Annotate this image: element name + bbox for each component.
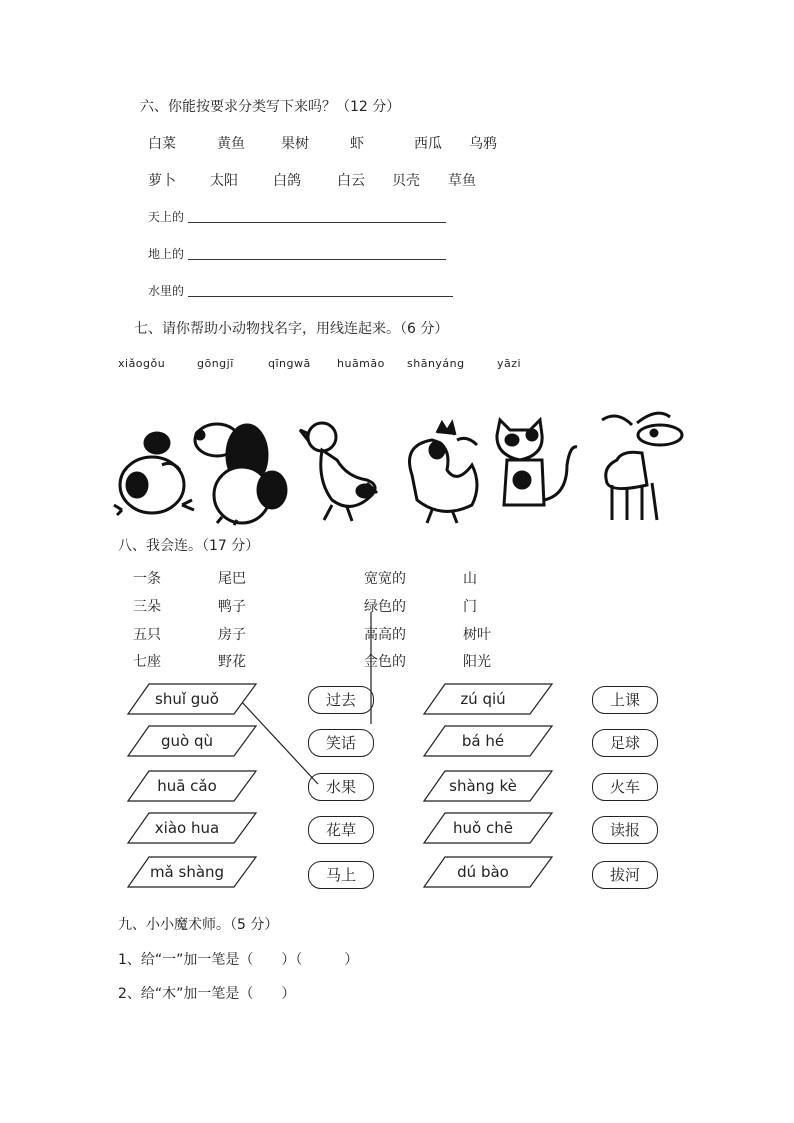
pinyin-card[interactable] (423, 812, 543, 844)
measure-word[interactable]: 一条 (133, 571, 161, 587)
noun-word[interactable]: 野花 (218, 654, 246, 670)
word-oval[interactable]: 上课 (592, 686, 658, 714)
pinyin-text: zú qiú (460, 690, 506, 708)
word-oval[interactable]: 花草 (308, 816, 374, 844)
pinyin-label: gōngjī (197, 357, 234, 370)
word-item: 白鸽 (273, 173, 301, 189)
measure-word[interactable]: 三朵 (133, 599, 161, 615)
word-oval[interactable]: 过去 (308, 686, 374, 714)
word-item: 虾 (350, 136, 364, 152)
word-oval[interactable]: 足球 (592, 729, 658, 757)
pinyin-card[interactable] (127, 770, 247, 802)
section-8-title: 八、我会连。（17 分） (118, 538, 260, 554)
pinyin-text: huā cǎo (157, 777, 217, 795)
pinyin-label: yāzi (497, 357, 522, 370)
word-item: 草鱼 (448, 173, 476, 189)
adjective-word[interactable]: 金色的 (364, 654, 406, 670)
pinyin-card[interactable] (423, 856, 543, 888)
adjective-word[interactable]: 宽宽的 (364, 571, 406, 587)
pinyin-label: huāmāo (337, 357, 385, 370)
word-oval[interactable]: 火车 (592, 773, 658, 801)
word-oval[interactable]: 马上 (308, 861, 374, 889)
word-item: 乌鸦 (469, 136, 497, 152)
noun-word[interactable]: 鸭子 (218, 599, 246, 615)
word-item: 果树 (281, 136, 309, 152)
adjective-word[interactable]: 高高的 (364, 627, 406, 643)
word-oval[interactable]: 笑话 (308, 729, 374, 757)
word-item: 西瓜 (414, 136, 442, 152)
noun-word[interactable]: 尾巴 (218, 571, 246, 587)
pinyin-card[interactable] (127, 856, 247, 888)
measure-word[interactable]: 七座 (133, 654, 161, 670)
pinyin-text: shuǐ guǒ (155, 690, 219, 708)
word-item: 白菜 (148, 136, 176, 152)
noun-word[interactable]: 房子 (218, 627, 246, 643)
noun-word[interactable]: 门 (463, 599, 477, 615)
pinyin-card[interactable] (423, 770, 543, 802)
word-item: 萝卜 (148, 173, 176, 189)
category-label-ground: 地上的 (148, 247, 185, 261)
word-item: 贝壳 (392, 173, 420, 189)
pinyin-card[interactable] (127, 683, 247, 715)
measure-word[interactable]: 五只 (133, 627, 161, 643)
pinyin-text: shàng kè (449, 777, 517, 795)
word-item: 太阳 (210, 173, 238, 189)
pinyin-label: xiǎogǒu (118, 357, 166, 370)
noun-word[interactable]: 山 (463, 571, 477, 587)
pinyin-text: xiào hua (154, 819, 220, 837)
section-7-title: 七、请你帮助小动物找名字，用线连起来。（6 分） (134, 321, 449, 337)
pinyin-card[interactable] (127, 812, 247, 844)
pinyin-label: shānyáng (407, 357, 465, 370)
pinyin-text: dú bào (457, 863, 509, 881)
word-item: 黄鱼 (217, 136, 245, 152)
pinyin-text: huǒ chē (453, 819, 513, 837)
word-oval[interactable]: 读报 (592, 816, 658, 844)
noun-word[interactable]: 阳光 (463, 654, 491, 670)
adjective-word[interactable]: 绿色的 (364, 599, 406, 615)
pinyin-card[interactable] (423, 725, 543, 757)
word-item: 白云 (337, 173, 365, 189)
question-1[interactable]: 1、给“一”加一笔是（ ）（ ） (118, 952, 359, 968)
word-oval[interactable]: 水果 (308, 773, 374, 801)
word-oval[interactable]: 拔河 (592, 861, 658, 889)
section-9-title: 九、小小魔术师。（5 分） (118, 917, 279, 933)
category-label-sky: 天上的 (148, 210, 185, 224)
pinyin-text: guò qù (160, 732, 213, 750)
noun-word[interactable]: 树叶 (463, 627, 491, 643)
pinyin-text: mǎ shàng (149, 863, 225, 881)
pinyin-card[interactable] (423, 683, 543, 715)
pinyin-label: qīngwā (268, 357, 311, 370)
question-2[interactable]: 2、给“木”加一笔是（ ） (118, 986, 296, 1002)
category-label-water: 水里的 (148, 284, 185, 298)
pinyin-card[interactable] (127, 725, 247, 757)
pinyin-text: bá hé (461, 732, 505, 750)
section-6-title: 六、你能按要求分类写下来吗？（12 分） (140, 99, 401, 115)
